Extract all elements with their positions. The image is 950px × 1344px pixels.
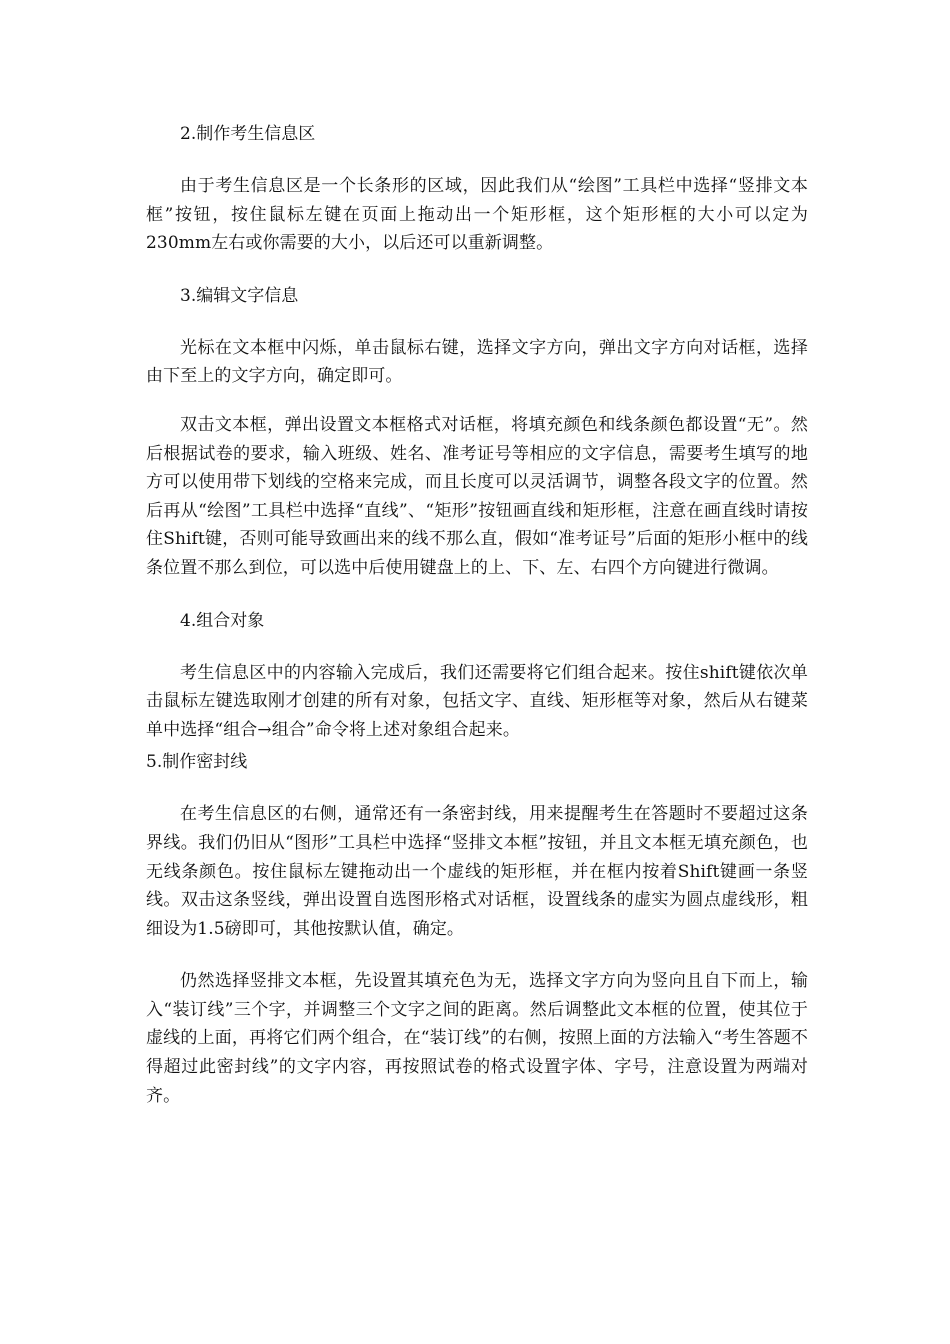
document-body xyxy=(146,120,808,1110)
section-5-paragraph-1: 在考生信息区的右侧，通常还有一条密封线，用来提醒考生在答题时不要超过这条界线。我们仍旧从“图形”工具栏中选择“竖排文本框”按钮，并且文本框无填充颜色，也无线条颜色。按住鼠标左键拖动出一个虚线的矩形框，并在框内按着Shift键画一条竖线。双击这条竖线，弹出设置自选图形格式对话框，设置线条的虚实为圆点虚线形，粗细设为1.5磅即可，其他按默认值，确定。 xyxy=(146,804,808,939)
section-3-paragraph-2: 双击文本框，弹出设置文本框格式对话框，将填充颜色和线条颜色都设置“无”。然后根据试卷的要求，输入班级、姓名、准考证号等相应的文字信息，需要考生填写的地方可以使用带下划线的空格来完成，而且长度可以灵活调节，调整各段文字的位置。然后再从“绘图”工具栏中选择“直线”、“矩形”按钮画直线和矩形框，注意在画直线时请按住Shift键，否则可能导致画出来的线不那么直，假如“准考证号”后面的矩形小框中的线条位置不那么到位，可以选中后使用键盘上的上、下、左、右四个方向键进行微调。 xyxy=(146,414,808,578)
section-5-heading: 5.制作密封线 xyxy=(146,752,248,773)
section-4-paragraph-1: 考生信息区中的内容输入完成后，我们还需要将它们组合起来。按住shift键依次单击鼠标左键选取刚才创建的所有对象，包括文字、直线、矩形框等对象，然后从右键菜单中选择“组合→组合”命令将上述对象组合起来。 xyxy=(146,662,808,740)
section-3-paragraph-1: 光标在文本框中闪烁，单击鼠标右键，选择文字方向，弹出文字方向对话框，选择由下至上的文字方向，确定即可。 xyxy=(146,337,808,387)
section-2-paragraph-1: 由于考生信息区是一个长条形的区域，因此我们从“绘图”工具栏中选择“竖排文本框”按钮，按住鼠标左键在页面上拖动出一个矩形框，这个矩形框的大小可以定为230mm左右或你需要的大小，以后还可以重新调整。 xyxy=(146,176,808,254)
section-2-heading: 2.制作考生信息区 xyxy=(180,124,316,144)
section-4-heading: 4.组合对象 xyxy=(180,610,265,631)
section-3-heading: 3.编辑文字信息 xyxy=(180,285,299,306)
section-5-paragraph-2: 仍然选择竖排文本框，先设置其填充色为无，选择文字方向为竖向且自下而上，输入“装订线”三个字，并调整三个文字之间的距离。然后调整此文本框的位置，使其位于虚线的上面，再将它们两个组合，在“装订线”的右侧，按照上面的方法输入“考生答题不得超过此密封线”的文字内容，再按照试卷的格式设置字体、字号，注意设置为两端对齐。 xyxy=(146,971,808,1106)
